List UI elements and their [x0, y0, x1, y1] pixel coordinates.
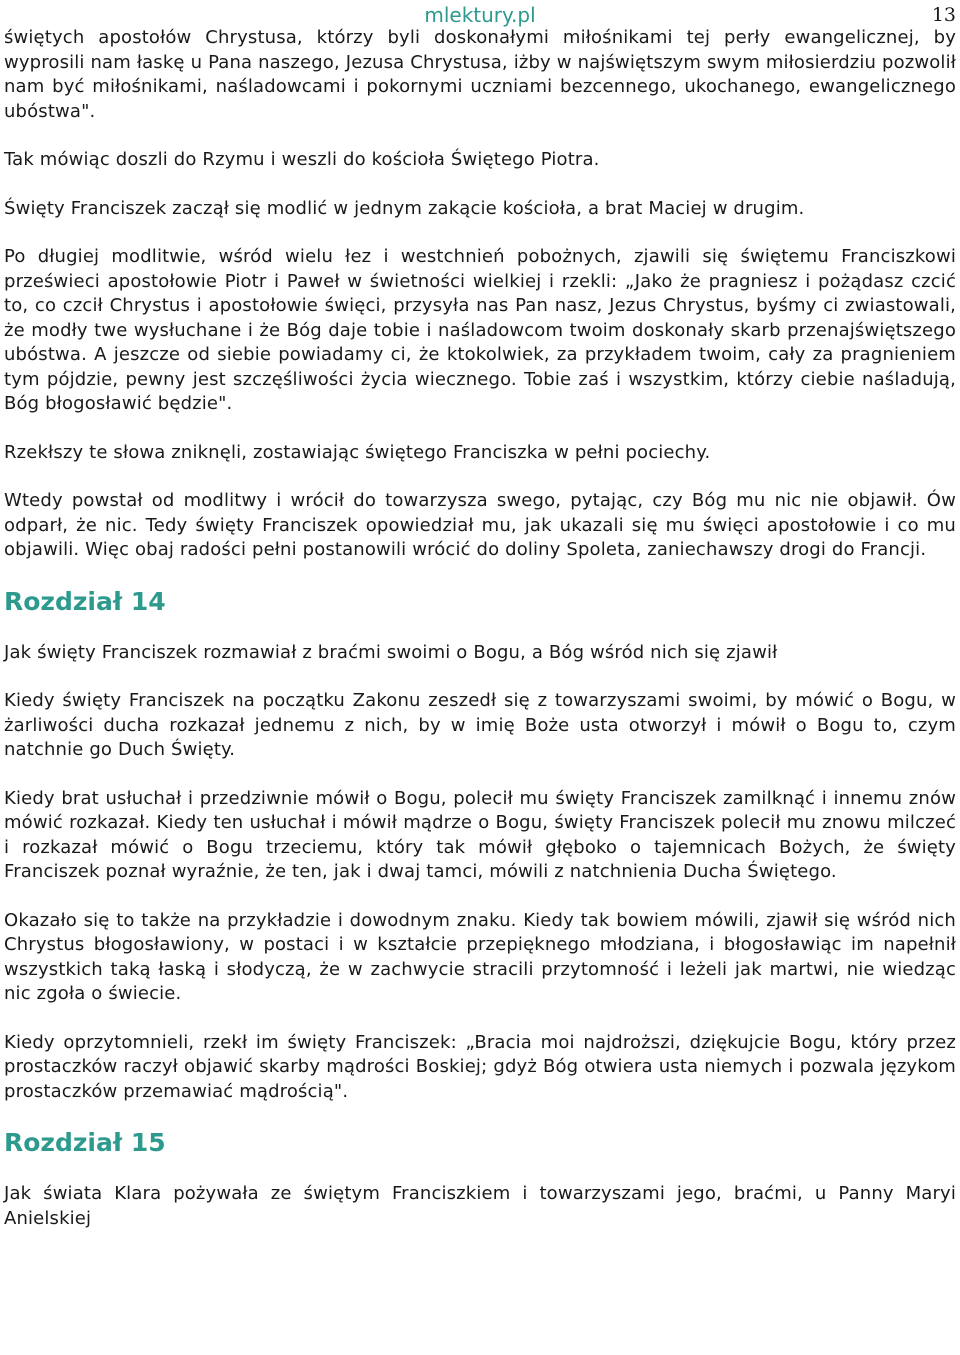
paragraph: Po długiej modlitwie, wśród wielu łez i westchnień pobożnych, zjawili się świętemu Franciszkowi prześwieci apostołowie Piotr i Paweł w świetności wielkiej i rzekli: „Jako że pragniesz i pożądasz czcić to, co czcił Chrystus i apostołowie święci, przysyła nas Pan nasz, Jezus Chrystus, byśmy ci zwiastowali, że modły twe wysłuchane i że Bóg daje tobie i naśladowcom twoim doskonały skarb przenajświętszego ubóstwa. A jeszcze od siebie powiadamy ci, że ktokolwiek, za przykładem twoim, cały za pragnieniem tym pójdzie, pewny jest szczęśliwości życia wiecznego. Tobie zaś i wszystkim, którzy ciebie naśladują, Bóg błogosławić będzie".	[4, 246, 956, 414]
paragraph: Święty Franciszek zaczął się modlić w jednym zakącie kościoła, a brat Maciej w drugim.	[4, 197, 805, 219]
document-body	[4, 26, 956, 1255]
paragraph: Wtedy powstał od modlitwy i wrócił do towarzysza swego, pytając, czy Bóg mu nic nie objawił. Ów odparł, że nic. Tedy święty Franciszek opowiedział mu, jak ukazali się mu święci apostołowie i co mu objawili. Więc obaj radości pełni postanowili wrócić do doliny Spoleta, zaniechawszy drogi do Francji.	[4, 490, 956, 560]
paragraph: Rzekłszy te słowa zniknęli, zostawiając świętego Franciszka w pełni pociechy.	[4, 441, 711, 463]
paragraph: świętych apostołów Chrystusa, którzy byli doskonałymi miłośnikami tej perły ewangelicznej, by wyprosili nam łaskę u Pana naszego, Jezusa Chrystusa, iżby w najświętszym swym miłosierdziu pozwolił nam być miłośnikami, naśladowcami i pokornymi uczniami bezcennego, ukochanego, ewangelicznego ubóstwa".	[4, 27, 956, 122]
paragraph: Kiedy oprzytomnieli, rzekł im święty Franciszek: „Bracia moi najdroższi, dziękujcie Bogu, który przez prostaczków raczył objawić skarby mądrości Boskiej; gdyż Bóg otwiera usta niemych i pozwala językom prostaczków przemawiać mądrością".	[4, 1031, 956, 1102]
page-number: 13	[931, 4, 956, 26]
chapter-15-subtitle: Jak świata Klara pożywała ze świętym Franciszkiem i towarzyszami jego, braćmi, u Panny Maryi Anielskiej	[4, 1183, 956, 1229]
chapter-14-heading: Rozdział 14	[4, 586, 166, 616]
paragraph: Tak mówiąc doszli do Rzymu i weszli do kościoła Świętego Piotra.	[4, 149, 600, 170]
paragraph: Kiedy święty Franciszek na początku Zakonu zeszedł się z towarzyszami swoimi, by mówić o Bogu, w żarliwości ducha rozkazał jednemu z nich, by w imię Boże usta otworzył i mówił o Bogu to, czym natchnie go Duch Święty.	[4, 690, 956, 760]
chapter-14-subtitle: Jak święty Franciszek rozmawiał z braćmi swoimi o Bogu, a Bóg wśród nich się zjawił	[4, 641, 778, 663]
chapter-15-heading: Rozdział 15	[4, 1128, 166, 1157]
paragraph: Okazało się to także na przykładzie i dowodnym znaku. Kiedy tak bowiem mówili, zjawił się wśród nich Chrystus błogosławiony, w postaci i w kształcie przepięknego młodziana, i błogosławiąc im napełnił wszystkich taką łaską i słodyczą, że w zachwycie stracili przytomność i leżeli jak martwi, nie wiedząc nic zgoła o świecie.	[4, 909, 956, 1004]
site-name[interactable]: mlektury.pl	[424, 3, 536, 27]
paragraph: Kiedy brat usłuchał i przedziwnie mówił o Bogu, polecił mu święty Franciszek zamilknąć i innemu znów mówić rozkazał. Kiedy ten usłuchał i mówił mądrze o Bogu, święty Franciszek polecił mu znowu milczeć i rozkazał mówić o Bogu trzeciemu, który tak mówił głęboko o tajemnicach Bożych, że święty Franciszek poznał wyraźnie, że ten, jak i dwaj tamci, mówili z natchnienia Ducha Świętego.	[4, 787, 956, 882]
